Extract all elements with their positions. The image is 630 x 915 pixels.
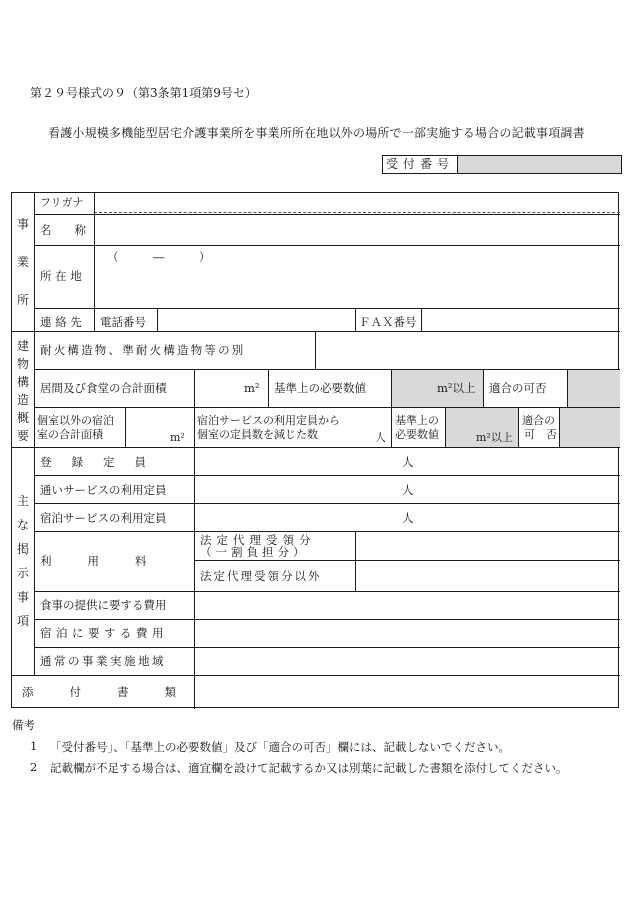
area-min-unit: m²以上 xyxy=(437,381,476,395)
contact-label: 連 絡 先 xyxy=(40,315,82,329)
main-items-char-6: 項 xyxy=(16,614,29,628)
building-section-char-4: 造 xyxy=(16,393,29,407)
living-dining-area-label: 居間及び食堂の合計面積 xyxy=(40,381,167,395)
lodging-service-capacity-label: 宿泊サービスの利用定員 xyxy=(40,511,167,525)
lodging-cost-label: 宿泊に要する費用 xyxy=(40,626,168,640)
lodging-service-capacity-unit: 人 xyxy=(402,511,414,525)
form-title: 看護小規模多機能型居宅介護事業所を事業所所在地以外の場所で一部実施する場合の記載事項調書 xyxy=(48,126,585,140)
main-form-table xyxy=(11,192,619,708)
suitability-label: 適合の可否 xyxy=(489,381,547,395)
receipt-number-field xyxy=(458,156,621,173)
required-value-label: 基準上の必要数値 xyxy=(274,381,366,395)
day-service-capacity-label: 通いサービスの利用定員 xyxy=(40,483,167,497)
lodging-capacity-label-line1: 宿泊サービスの利用定員から xyxy=(197,414,340,427)
building-section-char-5: 概 xyxy=(16,411,29,425)
attachments-label: 添付書類 xyxy=(22,685,212,699)
suitability2-shade xyxy=(559,407,620,447)
receipt-number-label: 受付番号 xyxy=(383,156,458,173)
building-section-char-3: 構 xyxy=(16,375,29,389)
building-section-char-2: 物 xyxy=(16,357,29,371)
meal-cost-label: 食事の提供に要する費用 xyxy=(40,598,167,612)
office-section-char-1: 事 xyxy=(16,217,29,231)
office-section-char-2: 業 xyxy=(16,255,29,269)
building-section-char-6: 要 xyxy=(16,429,29,443)
furigana-label: フリガナ xyxy=(40,196,84,209)
suitability-shade xyxy=(567,369,620,407)
day-service-capacity-unit: 人 xyxy=(402,483,414,497)
suitability2-line1: 適合の xyxy=(522,414,555,427)
required-value2-line2: 必要数値 xyxy=(395,428,439,441)
main-items-char-1: 主 xyxy=(16,494,29,508)
suitability2-line2: 可 否 xyxy=(524,428,557,441)
building-section-char-1: 建 xyxy=(16,339,29,353)
postal-code-placeholder: （ ― ） xyxy=(107,250,211,264)
registered-capacity-unit: 人 xyxy=(402,455,414,469)
fireproof-label: 耐火構造物、準耐火構造物等の別 xyxy=(40,343,246,357)
office-section-char-3: 所 xyxy=(16,293,29,307)
non-proxy-receipt-label: 法定代理受領分以外 xyxy=(200,569,322,583)
lodging-area-unit: m² xyxy=(170,431,185,444)
fax-label: ＦＡＸ番号 xyxy=(359,315,417,329)
required-value2-line1: 基準上の xyxy=(395,414,439,427)
area-min-unit-2: m²以上 xyxy=(476,431,513,444)
note-1-number: 1 xyxy=(30,739,38,753)
main-items-char-5: 事 xyxy=(16,590,29,604)
main-items-char-2: な xyxy=(16,518,29,532)
notes-heading: 備考 xyxy=(12,718,35,732)
proxy-receipt-label-line2: （一割負担分） xyxy=(200,545,309,559)
form-number: 第２９号様式の９（第3条第1項第9号セ） xyxy=(30,86,257,100)
lodging-capacity-unit: 人 xyxy=(375,431,386,444)
proxy-receipt-label-line1: 法定代理受領分 xyxy=(200,533,316,547)
area-unit: m² xyxy=(244,381,260,395)
receipt-number-box xyxy=(382,155,622,174)
lodging-area-label-line1: 個室以外の宿泊 xyxy=(37,414,114,427)
address-label: 所 在 地 xyxy=(40,269,82,283)
note-2-number: 2 xyxy=(30,760,38,774)
name-label: 名 称 xyxy=(40,223,86,237)
lodging-capacity-label-line2: 個室の定員数を減じた数 xyxy=(197,428,318,441)
registered-capacity-label: 登録定員 xyxy=(40,455,166,469)
service-area-label: 通常の事業実施地域 xyxy=(40,654,166,668)
phone-label: 電話番号 xyxy=(100,315,146,329)
note-1-text: 「受付番号」、「基準上の必要数値」及び「適合の可否」欄には、記載しないでください。 xyxy=(50,740,510,754)
main-items-char-4: 示 xyxy=(16,566,29,580)
main-items-char-3: 掲 xyxy=(16,542,29,556)
lodging-area-label-line2: 室の合計面積 xyxy=(37,428,103,441)
usage-fee-label: 利用料 xyxy=(40,554,183,568)
note-2-text: 記載欄が不足する場合は、適宜欄を設けて記載するか又は別葉に記載した書類を添付してください。 xyxy=(50,761,568,775)
